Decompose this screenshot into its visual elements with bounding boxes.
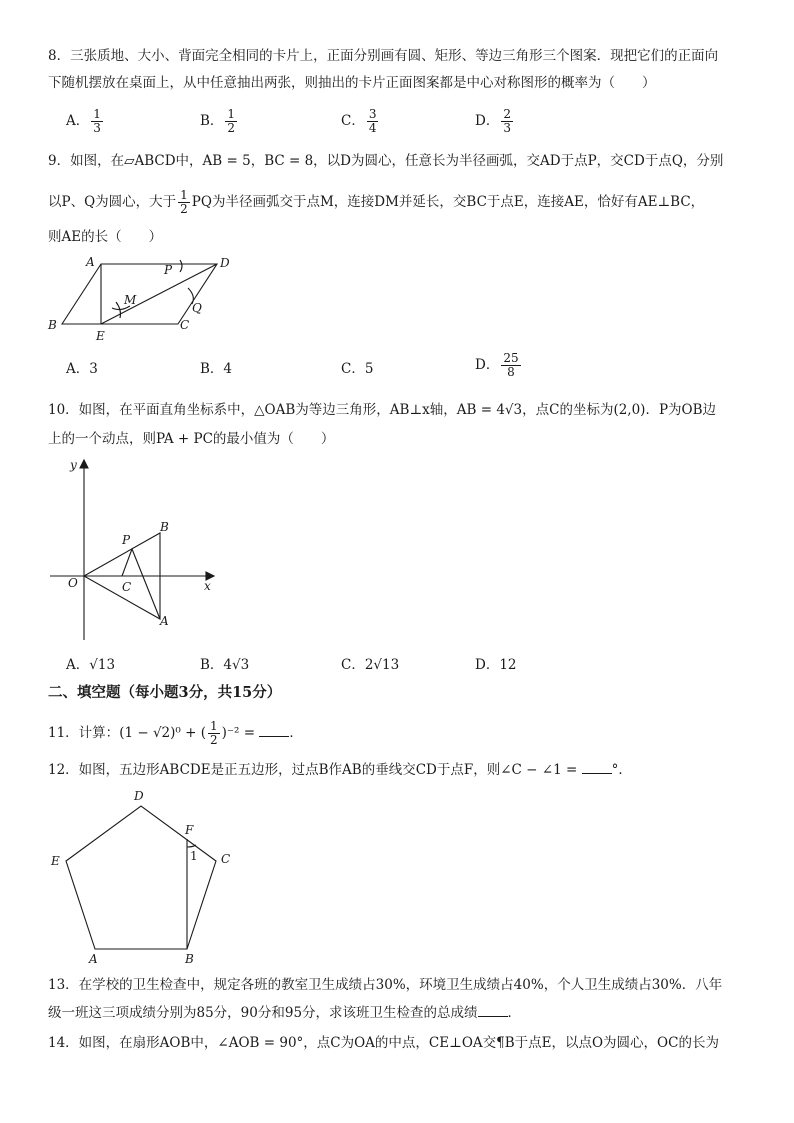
q12-answer-blank[interactable] bbox=[582, 761, 612, 774]
q8-option-a[interactable]: A． $\frac{1}{3}$ bbox=[66, 107, 101, 135]
q9-segment-de bbox=[101, 264, 217, 324]
q9-option-d-fraction: $\frac{25}{8}$ bbox=[503, 351, 519, 379]
q10-line1: 10．如图，在平面直角坐标系中，△OAB为等边三角形，AB⊥x轴，AB = 4√3，点C的坐标为(2,0)．P为OB边 bbox=[48, 402, 717, 418]
q12-line: 12．如图，五边形ABCDE是正五边形，过点B作AB的垂线交CD于点F，则∠C − ∠1 = °． bbox=[48, 762, 632, 778]
q10-label-o: O bbox=[68, 576, 78, 590]
q9-option-c[interactable]: C．5 bbox=[341, 361, 374, 377]
q13-answer-blank[interactable] bbox=[478, 1004, 508, 1017]
q9-option-d[interactable]: D． $\frac{25}{8}$ bbox=[475, 351, 519, 379]
q12-pentagon bbox=[66, 806, 216, 949]
q9-parallelogram bbox=[62, 264, 217, 324]
q12-label-1: 1 bbox=[190, 849, 198, 863]
q9-parallelogram-figure bbox=[40, 252, 240, 344]
q8-line1: 8．三张质地、大小、背面完全相同的卡片上，正面分别画有圆、矩形、等边三角形三个图案．现把它们的正面向 bbox=[48, 48, 719, 64]
q12-label-b: B bbox=[185, 952, 194, 966]
q10-line2: 上的一个动点，则PA + PC的最小值为（ ） bbox=[48, 431, 335, 447]
q8-option-c[interactable]: C． $\frac{3}{4}$ bbox=[341, 107, 377, 135]
q9-label-q: Q bbox=[192, 301, 202, 315]
q10-coordinate-figure bbox=[50, 455, 230, 645]
section2-title: 二、填空题（每小题3分，共15分） bbox=[48, 684, 282, 701]
q10-y-arrow bbox=[80, 460, 88, 468]
q10-label-y: y bbox=[70, 458, 77, 472]
q8-line2: 下随机摆放在桌面上，从中任意抽出两张，则抽出的卡片正面图案都是中心对称图形的概率为（ ） bbox=[48, 75, 656, 91]
q9-line1: 9．如图，在▱ABCD中，AB = 5，BC = 8，以D为圆心，任意长为半径画弧，交AD于点P，交CD于点Q，分别 bbox=[48, 153, 724, 169]
q9-label-b: B bbox=[48, 318, 57, 332]
q9-line3: 则AE的长（ ） bbox=[48, 229, 163, 245]
q10-label-a: A bbox=[160, 614, 169, 628]
q8-option-d[interactable]: D． $\frac{2}{3}$ bbox=[475, 107, 511, 135]
q12-label-c: C bbox=[221, 852, 231, 866]
q9-option-a[interactable]: A．3 bbox=[66, 361, 98, 377]
q9-label-e: E bbox=[96, 329, 105, 343]
q12-angle-1-arc bbox=[187, 845, 196, 847]
q8-option-b[interactable]: B． $\frac{1}{2}$ bbox=[200, 107, 236, 135]
q11-line: 11．计算：(1 − √2)⁰ + ( $\frac{1}{2}$ )⁻² = ． bbox=[48, 719, 303, 747]
q9-line2: 以P、Q为圆心，大于 $\frac{1}{2}$ PQ为半径画弧交于点M，连接DM并延长，交BC于点E，连接AE，恰好有AE⊥BC， bbox=[48, 188, 705, 216]
q9-option-b[interactable]: B．4 bbox=[200, 361, 233, 377]
q13-line2: 级一班这三项成绩分别为85分，90分和95分，求该班卫生检查的总成绩 ． bbox=[48, 1005, 522, 1021]
q10-label-p: P bbox=[122, 533, 131, 547]
q11-answer-blank[interactable] bbox=[259, 724, 289, 737]
q10-option-c[interactable]: C．2√13 bbox=[341, 657, 400, 673]
q10-option-a[interactable]: A．√13 bbox=[66, 657, 116, 673]
q10-segment-pa bbox=[132, 549, 160, 619]
q12-label-d: D bbox=[134, 789, 144, 803]
q10-label-b: B bbox=[160, 520, 169, 534]
q8-option-a-fraction: $\frac{1}{3}$ bbox=[93, 107, 101, 135]
q11-fraction: $\frac{1}{2}$ bbox=[209, 719, 218, 747]
q10-option-d[interactable]: D．12 bbox=[475, 657, 517, 673]
q12-label-f: F bbox=[185, 823, 194, 837]
q9-arc-p bbox=[180, 260, 182, 272]
q8-option-c-fraction: $\frac{3}{4}$ bbox=[368, 107, 377, 135]
q9-label-m: M bbox=[124, 293, 137, 307]
q9-label-a: A bbox=[86, 255, 95, 269]
q12-label-a: A bbox=[89, 952, 98, 966]
q10-option-b[interactable]: B．4√3 bbox=[200, 657, 250, 673]
q9-label-d: D bbox=[220, 256, 230, 270]
q12-label-e: E bbox=[51, 854, 60, 868]
q10-label-x: x bbox=[204, 579, 211, 593]
q8-option-d-fraction: $\frac{2}{3}$ bbox=[503, 107, 511, 135]
q10-label-c: C bbox=[122, 580, 132, 594]
q12-pentagon-figure bbox=[45, 785, 245, 970]
q8-option-b-fraction: $\frac{1}{2}$ bbox=[227, 107, 236, 135]
q13-line1: 13．在学校的卫生检查中，规定各班的教室卫生成绩占30%，环境卫生成绩占40%，个人卫生成绩占30%．八年 bbox=[48, 977, 723, 993]
q9-label-c: C bbox=[180, 318, 190, 332]
q9-fraction: $\frac{1}{2}$ bbox=[180, 188, 188, 216]
q9-label-p: P bbox=[164, 263, 173, 277]
q14-line1: 14．如图，在扇形AOB中，∠AOB = 90°，点C为OA的中点，CE⊥OA交¶B于点E，以点O为圆心，OC的长为 bbox=[48, 1035, 719, 1051]
